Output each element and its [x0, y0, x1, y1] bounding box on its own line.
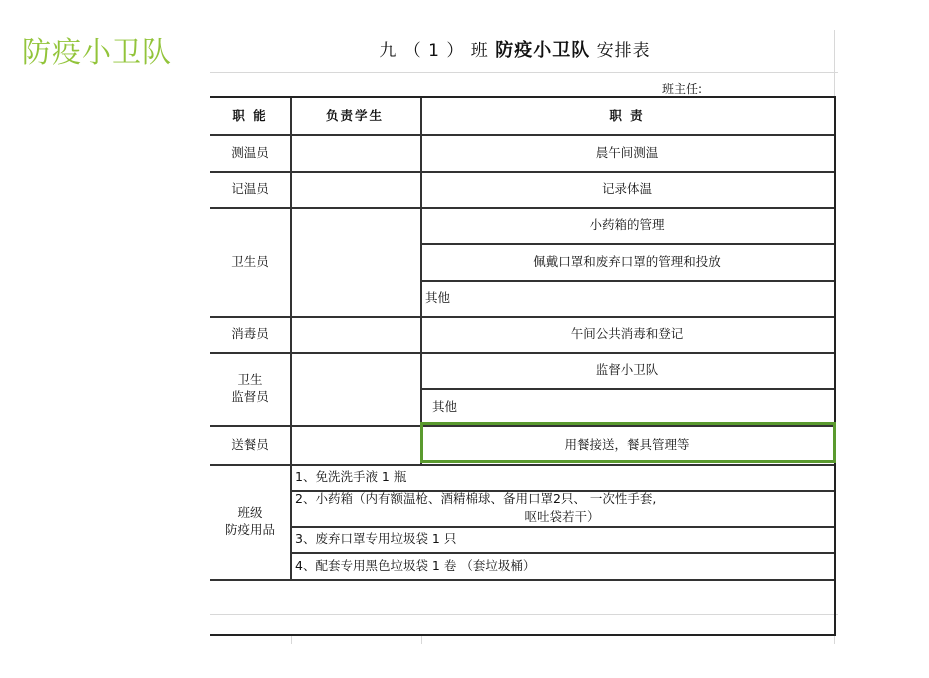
- duty-cell: 记录体温: [601, 181, 652, 197]
- supply-item: 2、小药箱（内有额温枪、酒精棉球、备用口罩2只、 一次性手套,: [295, 491, 657, 507]
- supply-item: 1、免洗洗手液 1 瓶: [295, 469, 407, 485]
- sheet-title: [290, 36, 740, 62]
- supplies-label-line: 班级: [237, 505, 263, 521]
- duty-cell: 监督小卫队: [595, 362, 659, 378]
- role-cell: [210, 353, 290, 425]
- role-cell: 记温员: [231, 181, 269, 197]
- supplies-label-line: 防疫用品: [224, 522, 275, 537]
- table-line: [210, 579, 834, 581]
- grid-line: [210, 72, 838, 73]
- duty-cell: 其他: [425, 290, 451, 306]
- supply-item: 呕吐袋若干）: [524, 508, 600, 524]
- role-cell: 消毒员: [231, 326, 269, 342]
- supply-item: 3、废弃口罩专用垃圾袋 1 只: [295, 531, 457, 547]
- slide-title: 防疫小卫队: [22, 35, 173, 69]
- duty-cell: 小药箱的管理: [589, 217, 665, 233]
- role-cell: 送餐员: [231, 436, 269, 452]
- supply-item: 4、配套专用黑色垃圾袋 1 卷 （套垃圾桶）: [295, 557, 536, 573]
- duty-cell: 晨午间测温: [595, 144, 659, 160]
- sheet-title-suffix: 安排表: [590, 41, 651, 61]
- teacher-label: 班主任:: [662, 82, 703, 96]
- role-line: 监督员: [231, 389, 269, 404]
- role-cell: 测温员: [231, 144, 269, 160]
- duty-cell: 佩戴口罩和废弃口罩的管理和投放: [533, 253, 721, 269]
- header-role: 职 能: [232, 107, 268, 123]
- duty-cell: 其他: [432, 398, 458, 414]
- duty-cell: 用餐接送，餐具管理等: [564, 436, 690, 452]
- sheet-title-bold: 防疫小卫队: [495, 40, 591, 61]
- duty-cell: 午间公共消毒和登记: [570, 326, 684, 342]
- grid-line: [291, 636, 292, 644]
- grid-line: [421, 636, 422, 644]
- supplies-label: [210, 465, 290, 579]
- sheet-title-prefix: 九 （ 1 ） 班: [379, 41, 496, 61]
- role-line: 卫生: [237, 372, 263, 388]
- duty-table: [210, 96, 836, 636]
- header-duty: 职 责: [609, 107, 645, 123]
- selected-cell-highlight[interactable]: [420, 422, 836, 463]
- role-cell: 卫生员: [231, 253, 269, 269]
- header-student: 负责学生: [325, 107, 384, 123]
